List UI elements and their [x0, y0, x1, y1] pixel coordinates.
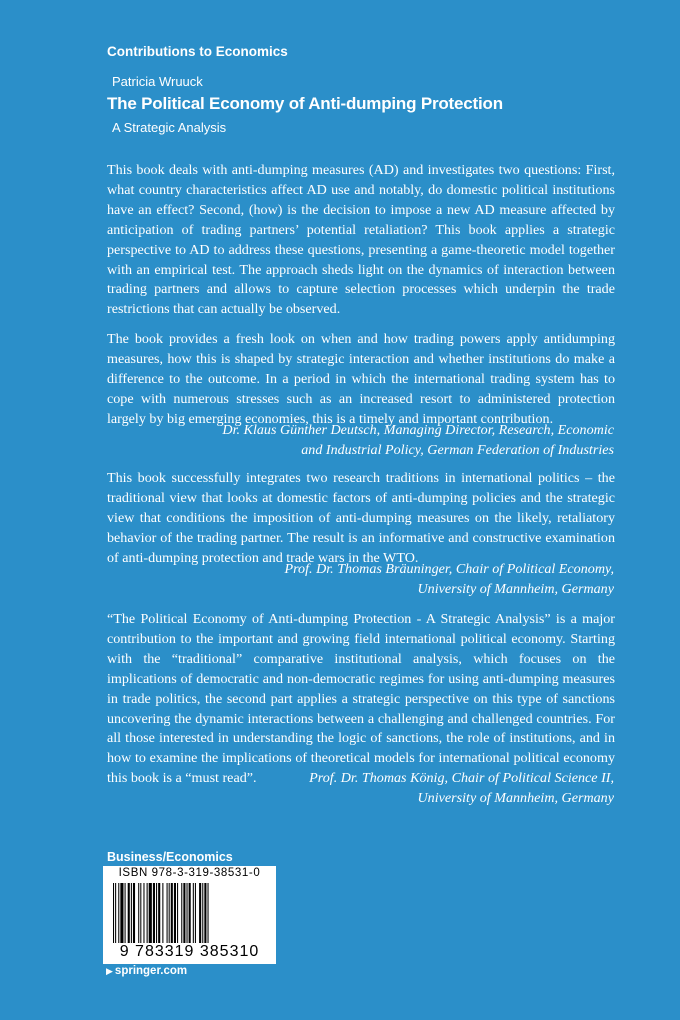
barcode-bar — [113, 883, 114, 943]
publisher-website — [106, 965, 187, 977]
isbn-label: ISBN 978-3-319-38531-0 — [118, 867, 261, 879]
barcode-bar — [140, 883, 141, 943]
barcode-bar — [143, 883, 144, 943]
barcode-bar — [183, 883, 185, 943]
description-paragraph: This book deals with anti-dumping measures (AD) and investigates two questions: First, what country characteristics affect AD use and notably, do domestic political institutions have an effect? Second, (how) is the decision to impose a new AD measure affected by anticipation of trading partners’ potential retaliation? This book applies a strategic perspective to AD to address these questions, presenting a game-theoretic model together with an empirical test. The approach sheds light on the dynamics of interaction between trading partners and allows to capture selection processes which underpin the trade restrictions that can actually be observed. — [107, 162, 615, 318]
barcode-bar — [204, 883, 206, 943]
barcode-bar — [147, 883, 148, 943]
barcode-bar — [181, 883, 182, 943]
barcode-bar — [131, 883, 132, 943]
barcode-bar — [133, 883, 135, 943]
book-title: The Political Economy of Anti-dumping Protection — [107, 94, 503, 113]
barcode-bar — [118, 883, 119, 943]
website-label: springer.com — [114, 965, 188, 977]
attribution-line: University of Mannheim, Germany — [417, 789, 614, 806]
author-name: Patricia Wruuck — [112, 74, 203, 89]
barcode-bar — [149, 883, 152, 943]
barcode-bar — [115, 883, 116, 943]
barcode-bar — [171, 883, 173, 943]
barcode-bar — [158, 883, 160, 943]
attribution-line: Prof. Dr. Thomas Bräuninger, Chair of Political Economy, — [284, 561, 614, 577]
arrow-right-icon: ▶ — [106, 966, 113, 976]
barcode-bar — [193, 883, 194, 943]
subject-category: Business/Economics — [107, 850, 233, 864]
barcode-bar — [202, 883, 203, 943]
barcode-bar — [128, 883, 130, 943]
barcode-bar — [162, 883, 163, 943]
review-paragraph-3: “The Political Economy of Anti-dumping Protection - A Strategic Analysis” is a major contribution to the important and growing field international political economy. Starting with the “traditional” comparative institutional analysis, which focuses on the implications of democratic and non-democratic regimes for using anti-dumping measures in trade politics, the second part applies a strategic perspective on this type of sanctions uncovering the dynamic interactions between a challenging and challenged countries. For all those interested in understanding the logic of sanctions, the role of institutions, and in how to examine the implications of theoretical models for international political economy this book is a “must read”. — [107, 611, 615, 787]
review-paragraph-2: This book successfully integrates two research traditions in international politics – the traditional view that looks at domestic factors of anti-dumping policies and the strategic view that conditions the imposition of anti-dumping measures on the likely, retaliatory behavior of the trading partner. The result is an informative and constructive examination of anti-dumping protection and trade wars in the WTO. — [107, 470, 615, 566]
attribution-line: and Industrial Policy, German Federation of Industries — [301, 441, 614, 458]
barcode-bar — [125, 883, 126, 943]
isbn-barcode — [103, 866, 276, 964]
barcode-bar — [177, 883, 178, 943]
barcode-bar — [138, 883, 139, 943]
review-attribution-2 — [154, 560, 614, 600]
barcode-bar — [120, 883, 123, 943]
barcode-digits: 9 783319 385310 — [119, 943, 260, 960]
attribution-line: Dr. Klaus Günther Deutsch, Managing Director, Research, Economic — [222, 422, 614, 438]
review-paragraph-1: The book provides a fresh look on when and how trading powers apply antidumping measures, how this is shaped by strategic interaction and whether institutions do make a difference to the outcome. In a period in which the international trading system has to cope with numerous stresses such as an increased resort to administered protection largely by big emerging economies, this is a timely and important contribution. — [107, 331, 615, 427]
review-attribution-3 — [154, 769, 614, 809]
barcode-bar — [167, 883, 168, 943]
barcode-bar — [189, 883, 191, 943]
barcode-bar — [195, 883, 196, 943]
barcode-bar — [199, 883, 201, 943]
review-attribution-1 — [154, 421, 614, 461]
book-subtitle: A Strategic Analysis — [112, 120, 227, 135]
barcode-bar — [169, 883, 170, 943]
attribution-line: University of Mannheim, Germany — [417, 580, 614, 597]
barcode-bar — [187, 883, 188, 943]
barcode-bar — [208, 883, 209, 943]
barcode-bar — [156, 883, 157, 943]
series-name: Contributions to Economics — [107, 44, 288, 59]
barcode-bar — [174, 883, 176, 943]
barcode-bars — [113, 883, 266, 943]
attribution-line: Prof. Dr. Thomas König, Chair of Political Science II, — [309, 770, 614, 786]
barcode-bar — [153, 883, 155, 943]
